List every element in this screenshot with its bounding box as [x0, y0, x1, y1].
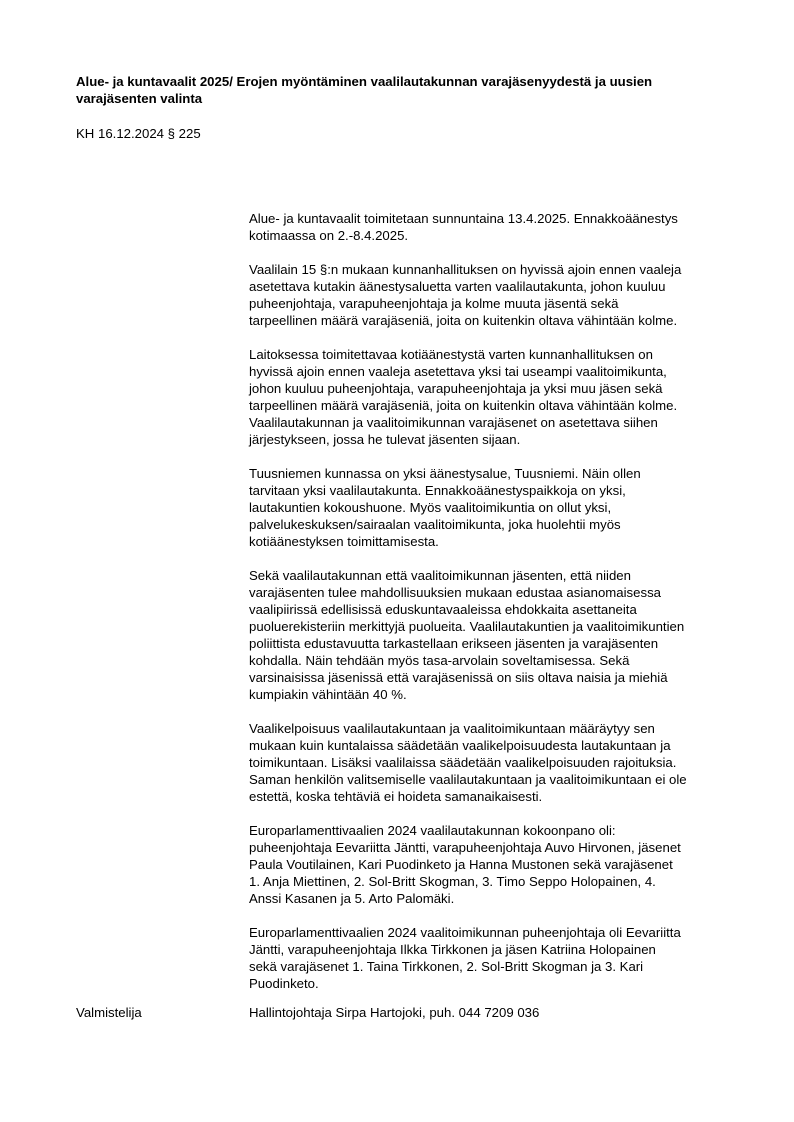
text-line: lautakuntien kokoushuone. Myös vaalitoimikuntia on ollut yksi,: [249, 500, 612, 515]
text-line: 1. Anja Miettinen, 2. Sol-Britt Skogman, 3. Timo Seppo Holopainen, 4.: [249, 874, 656, 889]
preparer-label: Valmistelija: [76, 1005, 142, 1020]
text-line: Puodinketo.: [249, 976, 319, 991]
paragraph-eligibility: [249, 720, 749, 805]
text-line: Sekä vaalilautakunnan että vaalitoimikunnan jäsenten, että niiden: [249, 568, 631, 583]
document-body: [249, 210, 749, 1009]
text-line: varsinaisissa jäsenissä että varajäsenissä on siis oltava naisia ja miehiä: [249, 670, 668, 685]
paragraph-election-date: [249, 210, 749, 244]
text-line: varajäsenten tulee mahdollisuuksien mukaan edustaa asianomaisessa: [249, 585, 661, 600]
paragraph-voting-district: [249, 465, 749, 550]
text-line: puheenjohtaja, varapuheenjohtaja ja kolme muuta jäsentä sekä: [249, 296, 619, 311]
text-line: Paula Voutilainen, Kari Puodinketo ja Hanna Mustonen sekä varajäsenet: [249, 857, 673, 872]
document-title: [76, 73, 756, 107]
text-line: asetettava kutakin äänestysaluetta varten vaalilautakunta, johon kuuluu: [249, 279, 666, 294]
text-line: kumpiakin vähintään 40 %.: [249, 687, 407, 702]
text-line: sekä varajäsenet 1. Taina Tirkkonen, 2. Sol-Britt Skogman ja 3. Kari: [249, 959, 644, 974]
document-title-line: Alue- ja kuntavaalit 2025/ Erojen myöntäminen vaalilautakunnan varajäsenyydestä ja uusien: [76, 74, 653, 89]
paragraph-election-law: [249, 261, 749, 329]
text-line: Vaalilautakunnan ja vaalitoimikunnan varajäsenet on asetettava siihen: [249, 415, 658, 430]
text-line: Saman henkilön valitsemiselle vaalilautakuntaan ja vaalitoimikuntaan ei ole: [249, 772, 687, 787]
text-line: tarpeellinen määrä varajäseniä, joita on kuitenkin oltava vähintään kolme.: [249, 313, 678, 328]
text-line: johon kuuluu puheenjohtaja, varapuheenjohtaja ja yksi muu jäsen sekä: [249, 381, 663, 396]
text-line: Vaalikelpoisuus vaalilautakuntaan ja vaalitoimikuntaan määräytyy sen: [249, 721, 655, 736]
text-line: mukaan kuin kuntalaissa säädetään vaalikelpoisuudesta lautakuntaan ja: [249, 738, 671, 753]
meeting-reference: KH 16.12.2024 § 225: [76, 126, 201, 141]
text-line: tarpeellinen määrä varajäseniä, joita on kuitenkin oltava vähintään kolme.: [249, 398, 678, 413]
text-line: Anssi Kasanen ja 5. Arto Palomäki.: [249, 891, 455, 906]
text-line: kohdalla. Näin tehdään myös tasa-arvolain soveltamisessa. Sekä: [249, 653, 630, 668]
text-line: poliittista edustavuutta tarkastellaan erikseen jäsenten ja varajäsenten: [249, 636, 659, 651]
text-line: Jäntti, varapuheenjohtaja Ilkka Tirkkonen ja jäsen Katriina Holopainen: [249, 942, 656, 957]
text-line: toimikuntaan. Lisäksi vaalilaissa säädetään vaalikelpoisuuden rajoituksia.: [249, 755, 677, 770]
text-line: vaalipiirissä edellisissä eduskuntavaaleissa ehdokkaita asettaneita: [249, 602, 637, 617]
text-line: Alue- ja kuntavaalit toimitetaan sunnuntaina 13.4.2025. Ennakkoäänestys: [249, 211, 678, 226]
paragraph-previous-committee: [249, 924, 749, 992]
text-line: Europarlamenttivaalien 2024 vaalilautakunnan kokoonpano oli:: [249, 823, 616, 838]
text-line: palvelukeskuksen/sairaalan vaalitoimikunta, joka huolehtii myös: [249, 517, 621, 532]
text-line: Laitoksessa toimitettavaa kotiäänestystä varten kunnanhallituksen on: [249, 347, 653, 362]
text-line: kotiäänestyksen toimittamisesta.: [249, 534, 439, 549]
paragraph-representation: [249, 567, 749, 703]
text-line: hyvissä ajoin ennen vaaleja asetettava yksi tai useampi vaalitoimikunta,: [249, 364, 667, 379]
text-line: estettä, koska tehtäviä ei hoideta samanaikaisesti.: [249, 789, 543, 804]
text-line: Tuusniemen kunnassa on yksi äänestysalue, Tuusniemi. Näin ollen: [249, 466, 641, 481]
preparer-value: Hallintojohtaja Sirpa Hartojoki, puh. 044 7209 036: [249, 1005, 540, 1020]
text-line: Europarlamenttivaalien 2024 vaalitoimikunnan puheenjohtaja oli Eevariitta: [249, 925, 681, 940]
document-title-line: varajäsenten valinta: [76, 91, 203, 106]
text-line: puheenjohtaja Eevariitta Jäntti, varapuheenjohtaja Auvo Hirvonen, jäsenet: [249, 840, 681, 855]
text-line: tarvitaan yksi vaalilautakunta. Ennakkoäänestyspaikkoja on yksi,: [249, 483, 626, 498]
text-line: järjestykseen, jossa he tulevat jäsenten sijaan.: [249, 432, 521, 447]
paragraph-previous-board: [249, 822, 749, 907]
text-line: Vaalilain 15 §:n mukaan kunnanhallituksen on hyvissä ajoin ennen vaaleja: [249, 262, 682, 277]
paragraph-home-voting: [249, 346, 749, 448]
text-line: puoluerekisteriin merkittyjä puolueita. Vaalilautakuntien ja vaalitoimikuntien: [249, 619, 685, 634]
text-line: kotimaassa on 2.-8.4.2025.: [249, 228, 409, 243]
